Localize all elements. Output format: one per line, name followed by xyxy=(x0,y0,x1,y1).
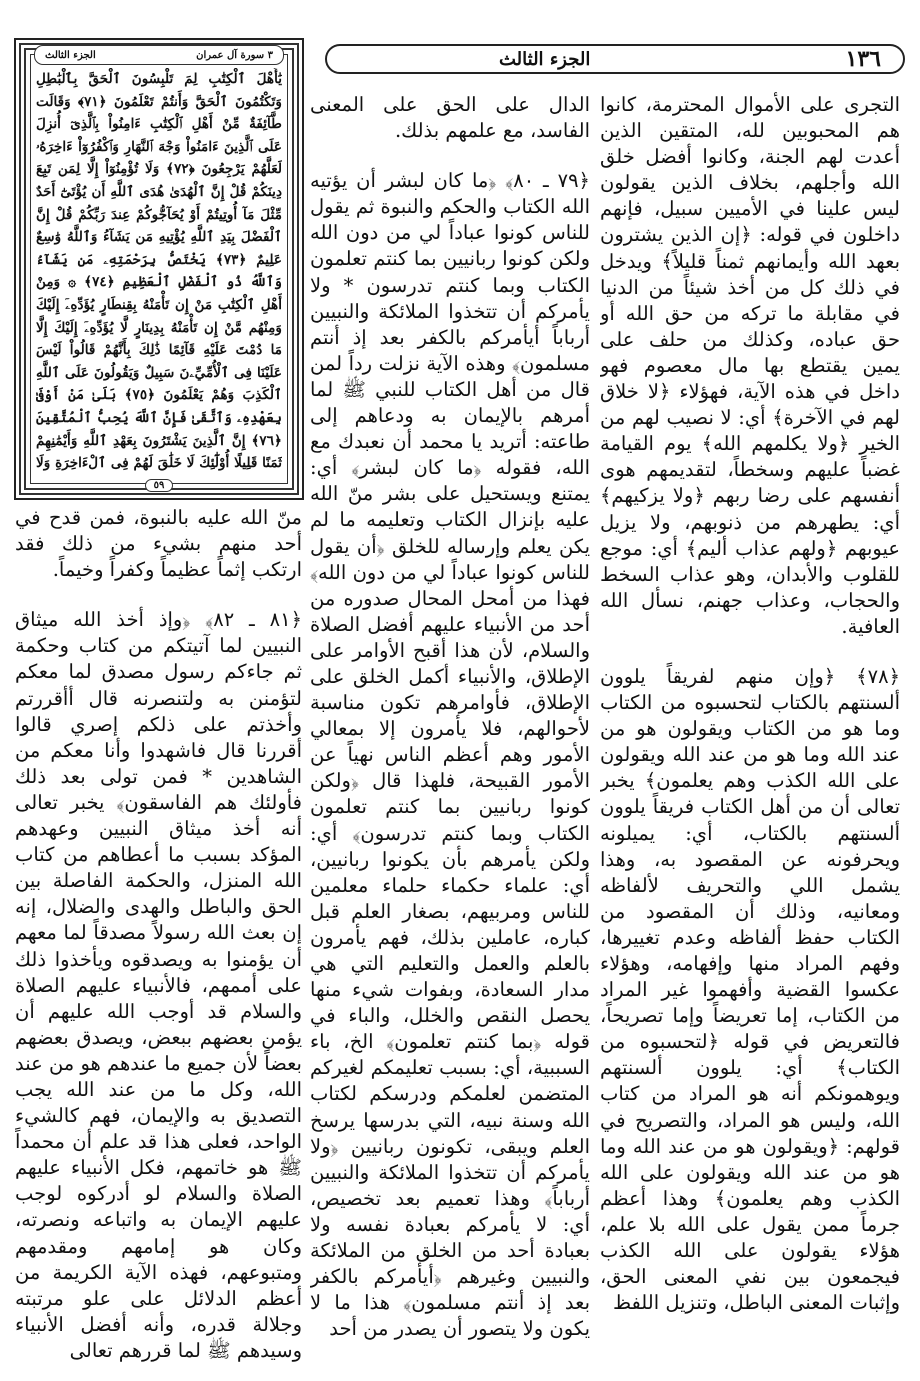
text-column-middle xyxy=(310,92,590,1374)
quran-frame xyxy=(14,38,304,500)
paragraph: التجرى على الأموال المحترمة، كانوا هم المحبوبين لله، المتقين الذين أعدت لهم الجنة، وكانوا أفضل خلق الله وأجلهم، بخلاف الذين يقولون ليس علينا في الأميين سبيل، فإنهم داخلون في قوله: ﴿إن الذين يشترون بعهد الله وأيمانهم ثمناً قليلاً﴾ ويدخل في ذلك كل من أخذ شيئاً من الدنيا في مقابلة ما تركه من حق الله أو حق عباده، وكذلك من حلف على يمين يقتطع بها مال معصوم فهو داخل في هذه الآية، فهؤلاء ﴿لا خلاق لهم في الآخرة﴾ أي: لا نصيب لهم من الخير ﴿ولا يكلمهم الله﴾ يوم القيامة غضباً عليهم وسخطاً، لتقديمهم هوى أنفسهم على رضا ربهم ﴿ولا يزكيهم﴾ أي: يطهرهم من ذنوبهم، ولا يزيل عيوبهم ﴿ولهم عذاب أليم﴾ أي: موجع للقلوب والأبدان، وهو عذاب السخط والحجاب، وعذاب جهنم، نسأل الله العافية. xyxy=(600,93,900,638)
text-column-left xyxy=(15,505,302,1370)
quran-frame-page-number: ٥٩ xyxy=(145,479,174,492)
quran-frame-footer xyxy=(34,477,284,493)
paragraph: منّ الله عليه بالنبوة، فمن قدح في أحد منهم بشيء من ذلك فقد ارتكب إثماً عظيماً وكفراً وخيماً. xyxy=(15,506,302,582)
quran-frame-juz: الجزء الثالث xyxy=(45,49,96,61)
page-header xyxy=(325,44,905,74)
paragraph: الدال على الحق على المعنى الفاسد، مع علمهم بذلك. xyxy=(310,93,590,143)
quran-verses: يَٰأَهْلَ ٱلْكِتَٰبِ لِمَ تَلْبِسُونَ ٱلْحَقَّ بِٱلْبَٰطِلِ وَتَكْتُمُونَ ٱلْحَقَّ وَأَنتُمْ تَعْلَمُونَ ﴿٧١﴾ وَقَالَت طَّآئِفَةٌ مِّنْ أَهْلِ ٱلْكِتَٰبِ ءَامِنُواْ بِٱلَّذِىٓ أُنزِلَ عَلَى ٱلَّذِينَ ءَامَنُواْ وَجْهَ ٱلنَّهَارِ وَٱكْفُرُوٓاْ ءَاخِرَهُۥ لَعَلَّهُمْ يَرْجِعُونَ ﴿٧٢﴾ وَلَا تُؤْمِنُوٓاْ إِلَّا لِمَن تَبِعَ دِينَكُمْ قُلْ إِنَّ ٱلْهُدَىٰ هُدَى ٱللَّهِ أَن يُؤْتَىٰٓ أَحَدٌ مِّثْلَ مَآ أُوتِيتُمْ أَوْ يُحَآجُّوكُمْ عِندَ رَبِّكُمْ قُلْ إِنَّ ٱلْفَضْلَ بِيَدِ ٱللَّهِ يُؤْتِيهِ مَن يَشَآءُ وَٱللَّهُ وَٰسِعٌ عَلِيمٌ ﴿٧٣﴾ يَخْتَصُّ بِرَحْمَتِهِۦ مَن يَشَآءُ وَٱللَّهُ ذُو ٱلْفَضْلِ ٱلْعَظِيمِ ﴿٧٤﴾ ۞ وَمِنْ أَهْلِ ٱلْكِتَٰبِ مَنْ إِن تَأْمَنْهُ بِقِنطَارٍ يُؤَدِّهِۦٓ إِلَيْكَ وَمِنْهُم مَّنْ إِن تَأْمَنْهُ بِدِينَارٍ لَّا يُؤَدِّهِۦٓ إِلَيْكَ إِلَّا مَا دُمْتَ عَلَيْهِ قَآئِمًا ذَٰلِكَ بِأَنَّهُمْ قَالُواْ لَيْسَ عَلَيْنَا فِى ٱلْأُمِّيِّۦنَ سَبِيلٌ وَيَقُولُونَ عَلَى ٱللَّهِ ٱلْكَذِبَ وَهُمْ يَعْلَمُونَ ﴿٧٥﴾ بَلَىٰ مَنْ أَوْفَىٰ بِعَهْدِهِۦ وَٱتَّقَىٰ فَإِنَّ ٱللَّهَ يُحِبُّ ٱلْمُتَّقِينَ ﴿٧٦﴾ إِنَّ ٱلَّذِينَ يَشْتَرُونَ بِعَهْدِ ٱللَّهِ وَأَيْمَٰنِهِمْ ثَمَنًا قَلِيلًا أُوْلَٰٓئِكَ لَا خَلَٰقَ لَهُمْ فِى ٱلْءَاخِرَةِ وَلَا xyxy=(36,71,282,472)
juz-title: الجزء الثالث xyxy=(499,48,591,70)
paragraph: ﴿٧٨﴾ ﴿وإن منهم لفريقاً يلوون ألسنتهم بالكتاب لتحسبوه من الكتاب وما هو من الكتاب ويقولون هو من عند الله وما هو من عند الله ويقولون على الله الكذب وهم يعلمون﴾ يخبر تعالى أن من أهل الكتاب فريقاً يلوون ألسنتهم بالكتاب، أي: يميلونه ويحرفونه عن المقصود به، وهذا يشمل اللي والتحريف لألفاظه ومعانيه، وذلك أن المقصود من الكتاب حفظ ألفاظه وعدم تغييرها، وفهم المراد منها وإفهامه، وهؤلاء عكسوا القضية وأفهموا غير المراد من الكتاب، إما تعريضاً وإما تصريحاً، فالتعريض في قوله ﴿لتحسبوه من الكتاب﴾ أي: يلوون ألسنتهم ويوهمونكم أنه هو المراد من كتاب الله، وليس هو المراد، والتصريح في قولهم: ﴿ويقولون هو من عند الله وما هو من عند الله ويقولون على الله الكذب وهم يعلمون﴾ وهذا أعظم جرماً ممن يقول على الله بلا علم، هؤلاء يقولون على الله الكذب فيجمعون بين نفي المعنى الحق، وإثبات المعنى الباطل، وتنزيل اللفظ xyxy=(600,664,900,1315)
quran-frame-header xyxy=(34,45,284,65)
paragraph: ﴿٧٩ ـ ٨٠﴾ ﴿ما كان لبشر أن يؤتيه الله الكتاب والحكم والنبوة ثم يقول للناس كونوا عباداً لي من دون الله ولكن كونوا ربانيين بما كنتم تعلمون الكتاب وبما كنتم تدرسون * ولا يأمركم أن تتخذوا الملائكة والنبيين أرباباً أيأمركم بالكفر بعد إذ أنتم مسلمون﴾ وهذه الآية نزلت رداً لمن قال من أهل الكتاب للنبي ﷺ لما أمرهم بالإيمان به ودعاهم إلى طاعته: أتريد يا محمد أن نعبدك مع الله، فقوله ﴿ما كان لبشر﴾ أي: يمتنع ويستحيل على بشر منّ الله عليه بإنزال الكتاب وتعليمه ما لم يكن يعلم وإرساله للخلق ﴿أن يقول للناس كونوا عباداً لي من دون الله﴾ فهذا من أمحل المحال صدوره من أحد من الأنبياء عليهم أفضل الصلاة والسلام، لأن هذا أقبح الأوامر على الإطلاق، والأنبياء أكمل الخلق على الإطلاق، فأوامرهم تكون مناسبة لأحوالهم، فلا يأمرون إلا بمعالي الأمور وهم أعظم الناس نهياً عن الأمور القبيحة، فلهذا قال ﴿ولكن كونوا ربانيين بما كنتم تعلمون الكتاب وبما كنتم تدرسون﴾ أي: ولكن يأمرهم بأن يكونوا ربانيين، أي: علماء حكماء حلماء معلمين للناس ومربيهم، بصغار العلم قبل كباره، عاملين بذلك، فهم يأمرون بالعلم والعمل والتعليم التي هي مدار السعادة، وبفوات شيء منها يحصل النقص والخلل، والباء في قوله ﴿بما كنتم تعلمون﴾ الخ، باء السببية، أي: بسبب تعليمكم لغيركم المتضمن لعلمكم ودرسكم لكتاب الله وسنة نبيه، التي بدرسها يرسخ العلم ويبقى، تكونون ربانيين ﴿ولا يأمركم أن تتخذوا الملائكة والنبيين أرباباً﴾ وهذا تعميم بعد تخصيص، أي: لا يأمركم بعبادة نفسه ولا بعبادة أحد من الخلق من الملائكة والنبيين وغيرهم ﴿أيأمركم بالكفر بعد إذ أنتم مسلمون﴾ هذا ما لا يكون ولا يتصور أن يصدر من أحد xyxy=(310,169,590,1341)
page-number: ١٣٦ xyxy=(845,46,881,72)
paragraph: ﴿٨١ ـ ٨٢﴾ ﴿وإذ أخذ الله ميثاق النبيين لما آتيتكم من كتاب وحكمة ثم جاءكم رسول مصدق لما معكم لتؤمنن به ولتنصرنه قال أأقررتم وأخذتم على ذلكم إصري قالوا أقررنا قال فاشهدوا وأنا معكم من الشاهدين * فمن تولى بعد ذلك فأولئك هم الفاسقون﴾ يخبر تعالى أنه أخذ ميثاق النبيين وعهدهم المؤكد بسبب ما أعطاهم من كتاب الله المنزل، والحكمة الفاصلة بين الحق والباطل والهدى والضلال، إنه إن بعث الله رسولاً مصدقاً لما معهم أن يؤمنوا به ويصدقوه ويأخذوا ذلك على أممهم، فالأنبياء عليهم الصلاة والسلام قد أوجب الله عليهم أن يؤمن بعضهم ببعض، ويصدق بعضهم بعضاً لأن جميع ما عندهم هو من عند الله، وكل ما من عند الله يجب التصديق به والإيمان، فهم كالشيء الواحد، فعلى هذا قد علم أن محمداً ﷺ هو خاتمهم، فكل الأنبياء عليهم الصلاة والسلام لو أدركوه لوجب عليهم الإيمان به واتباعه ونصرته، وكان هو إمامهم ومقدمهم ومتبوعهم، فهذه الآية الكريمة من أعظم الدلائل على علو مرتبته وجلالة قدره، وأنه أفضل الأنبياء وسيدهم ﷺ لما قررهم تعالى xyxy=(15,608,302,1362)
text-column-right xyxy=(600,92,900,1374)
quran-frame-surah: ٣ سورة آل عمران xyxy=(196,49,273,61)
